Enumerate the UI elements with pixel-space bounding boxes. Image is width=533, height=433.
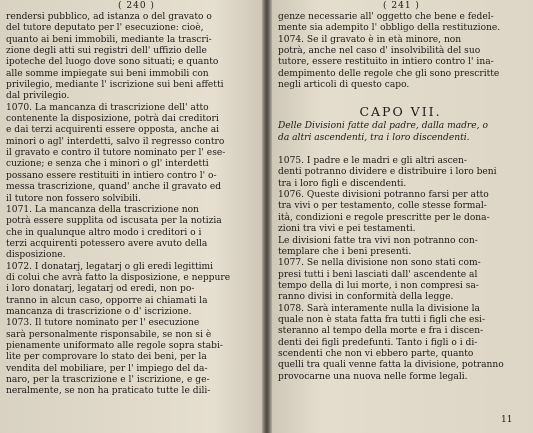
text-line: 1076. Queste divisioni potranno farsi per atto bbox=[278, 190, 489, 201]
text-line: mente sia adempito l' obbligo della restituzione. bbox=[278, 23, 501, 34]
text-line: tranno in alcun caso, opporre ai chiamati la bbox=[6, 295, 208, 306]
text-line: denti potranno dividere e distribuire i loro beni bbox=[278, 167, 497, 178]
text-block-bottom bbox=[278, 156, 523, 383]
text-line: dempimento delle regole che gli sono prescritte bbox=[278, 68, 500, 79]
text-line: Le divisioni fatte tra vivi non potranno con- bbox=[278, 235, 478, 246]
text-line: cuzione; e senza che i minori o gl' interdetti bbox=[6, 159, 209, 170]
text-line: tempo della di lui morte, i non compresi sa- bbox=[278, 280, 479, 291]
text-line: denti dei figli predefunti. Tanto i figli o i di- bbox=[278, 337, 478, 348]
text-line: rendersi pubblico, ad istanza o del gravato o bbox=[6, 12, 212, 22]
text-line: pienamente uniformato alle regole sopra stabi- bbox=[6, 340, 223, 351]
text-line: naro, per la trascrizione e l' iscrizione, e ge- bbox=[6, 375, 210, 385]
text-line: 1075. I padre e le madri e gli altri ascen- bbox=[278, 156, 467, 167]
text-line: tra vivi o per testamento, colle stesse formal- bbox=[278, 201, 487, 212]
text-line: quale non è stata fatta fra tutti i figli che esi- bbox=[278, 314, 486, 325]
text-line: quelli tra quali venne fatta la divisione, potranno bbox=[278, 360, 504, 371]
text-line: Delle Divisioni fatte dal padre, dalla madre, o bbox=[278, 121, 488, 132]
text-line: di colui che avrà fatto la disposizione, e neppure bbox=[6, 272, 231, 283]
text-line: 1070. La mancanza di trascrizione dell' atto bbox=[6, 102, 209, 113]
text-line: scendenti che non vi ebbero parte, quanto bbox=[278, 348, 474, 359]
text-line: possano essere restituiti in intiero contro l' o- bbox=[6, 170, 217, 181]
text-line: ità, condizioni e regole prescritte per le dona- bbox=[278, 212, 490, 223]
page-body bbox=[6, 12, 230, 398]
text-line: zioni tra vivi e pei testamenti. bbox=[278, 224, 416, 235]
text-line: potrà, anche nel caso d' insolvibilità del suo bbox=[278, 46, 481, 57]
text-line: il tutore non fossero solvibili. bbox=[6, 193, 141, 204]
signature-mark: 11 bbox=[501, 415, 513, 425]
text-line: 1077. Se nella divisione non sono stati com- bbox=[278, 258, 481, 269]
text-line: che in qualunque altro modo i creditori o i bbox=[6, 227, 202, 238]
text-line: zione degli atti sui registri dell' uffizio delle bbox=[6, 46, 207, 57]
text-line: presi tutti i beni lasciati dall' ascendente al bbox=[278, 269, 478, 280]
text-line: alle somme impiegate sui beni immobili con bbox=[6, 68, 209, 79]
chapter-title bbox=[278, 121, 523, 144]
text-line: del tutore deputato per l' esecuzione: cioè, bbox=[6, 23, 204, 34]
page-number: ( 240 ) bbox=[118, 1, 155, 11]
text-line: terzi acquirenti potessero avere avuto della bbox=[6, 238, 208, 249]
right-page bbox=[270, 0, 533, 433]
text-line: potrà essere supplita od iscusata per la notizia bbox=[6, 216, 222, 227]
text-line: ipoteche del luogo dove sono situati; e quanto bbox=[6, 57, 219, 68]
text-line: 1073. Il tutore nominato per l' esecuzione bbox=[6, 318, 200, 329]
text-line: negli articoli di questo capo. bbox=[278, 80, 410, 91]
text-line: 1078. Sarà interamente nulla la divisione la bbox=[278, 303, 480, 314]
text-line: il gravato e contro il tutore nominato per l' ese- bbox=[6, 148, 226, 159]
text-line: contenente la disposizione, potrà dai creditori bbox=[6, 114, 219, 125]
page-body bbox=[278, 12, 523, 383]
text-line: i loro donatarj, legatarj od eredi, non po- bbox=[6, 284, 195, 295]
text-line: quanto ai beni immobili, mediante la trascri- bbox=[6, 34, 212, 45]
text-line: disposizione. bbox=[6, 250, 66, 261]
text-line: dal privilegio. bbox=[6, 91, 70, 102]
text-line: lite per comprovare lo stato dei beni, per la bbox=[6, 352, 207, 363]
chapter-heading: CAPO VII. bbox=[359, 104, 442, 120]
text-line: messa trascrizione, quand' anche il gravato ed bbox=[6, 182, 222, 193]
text-line: minori o agl' interdetti, salvo il regresso contro bbox=[6, 136, 225, 147]
text-line: tutore, essere restituito in intiero contro l' ina- bbox=[278, 57, 494, 68]
left-page bbox=[0, 0, 264, 433]
text-line: provocarne una nuova nelle forme legali. bbox=[278, 371, 468, 382]
text-line: templare che i beni presenti. bbox=[278, 246, 412, 257]
text-line: tra i loro figli e discendenti. bbox=[278, 178, 407, 189]
text-line: ranno divisi in conformità della legge. bbox=[278, 292, 454, 303]
text-line: mancanza di trascrizione o d' iscrizione. bbox=[6, 306, 192, 317]
text-line: sarà personalmente risponsabile, se non si è bbox=[6, 329, 212, 340]
text-line: e dai terzi acquirenti essere opposta, anche ai bbox=[6, 125, 220, 136]
text-block-top bbox=[278, 12, 523, 91]
text-line: vendita del mobiliare, per l' impiego del da- bbox=[6, 363, 208, 374]
text-line: steranno al tempo della morte e fra i discen- bbox=[278, 326, 484, 337]
text-line: 1071. La mancanza della trascrizione non bbox=[6, 204, 199, 215]
text-line: 1072. I donatarj, legatarj o gli eredi legittimi bbox=[6, 261, 214, 272]
text-line: da altri ascendenti, tra i loro discendenti. bbox=[278, 132, 470, 143]
text-line: neralmente, se non ha praticato tutte le dili- bbox=[6, 386, 211, 397]
text-line: privilegio, mediante l' iscrizione sui beni affetti bbox=[6, 80, 224, 91]
page-number: ( 241 ) bbox=[383, 1, 420, 11]
text-line: 1074. Se il gravato è in età minore, non bbox=[278, 34, 462, 45]
text-line: genze necessarie all' oggetto che bene e fedel- bbox=[278, 12, 494, 22]
